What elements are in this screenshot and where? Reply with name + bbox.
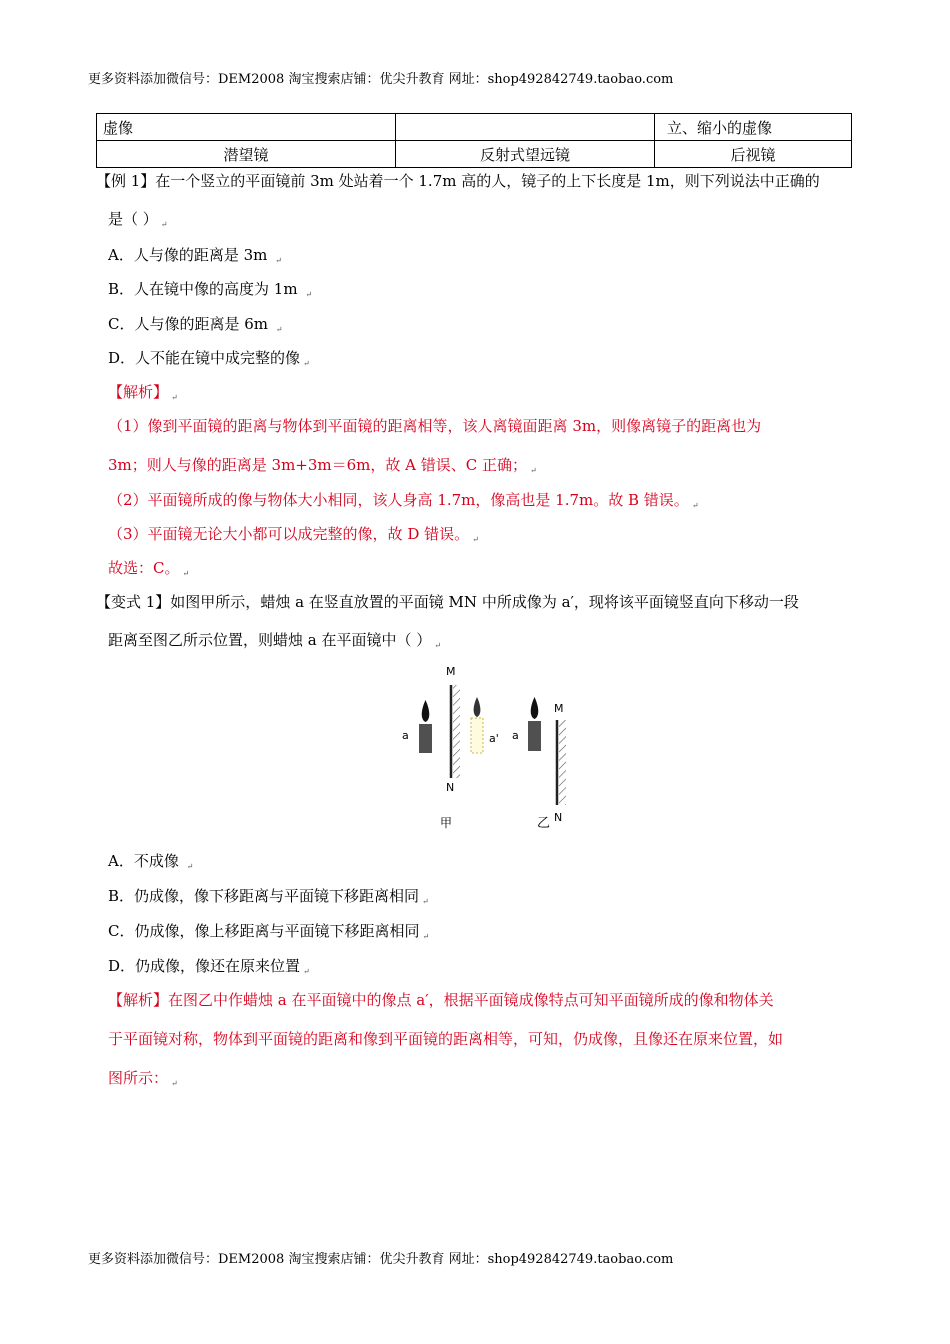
example1-option-b: B．人在镜中像的高度为 1m $_↵$ [108,280,313,299]
label-n: N [446,781,455,794]
example1-analysis-1: （1）像到平面镜的距离与物体到平面镜的距离相等，该人离镜面距离 3m，则像离镜子的距离也为 [108,417,762,435]
flame-icon [531,697,539,719]
example1-analysis-3: （2）平面镜所成的像与物体大小相同，该人身高 1.7m，像高也是 1.7m。故 B 错误。 $_↵$ [108,491,699,510]
page-header: 更多资料添加微信号：DEM2008 淘宝搜索店铺：优尖升教育 网址：shop492842749.taobao.com [88,72,674,87]
example1-option-d: D．人不能在镜中成完整的像 $_↵$ [108,349,310,368]
mirror-hatch [453,685,460,778]
candle-a [528,721,541,751]
example1-answer: 故选：C。 $_↵$ [108,559,190,578]
candle-a [419,724,432,753]
table-cell: 虚像 [97,114,396,141]
page-footer: 更多资料添加微信号：DEM2008 淘宝搜索店铺：优尖升教育 网址：shop492842749.taobao.com [88,1252,674,1267]
label-m: M [446,665,456,678]
virtual-candle [471,718,483,753]
label-a: a [402,729,409,742]
caption-jia: 甲 [440,816,453,830]
table-cell: 潜望镜 [97,141,396,168]
table-cell: 后视镜 [655,141,852,168]
example1-analysis-2: 3m；则人与像的距离是 3m+3m＝6m，故 A 错误、C 正确； $_↵$ [108,456,537,475]
label-n: N [554,811,563,824]
variant1-analysis-1: 【解析】在图乙中作蜡烛 a 在平面镜中的像点 a′，根据平面镜成像特点可知平面镜所成的像和物体关 [108,991,774,1009]
mirror-figure [396,660,582,836]
variant1-option-a: A．不成像 $_↵$ [108,852,194,871]
label-a-prime: a' [489,732,499,745]
table-row [97,141,852,168]
example1-question-cont: 是（ ） $_↵$ [108,210,168,229]
variant1-question: 【变式 1】如图甲所示，蜡烛 a 在竖直放置的平面镜 MN 中所成像为 a′，现将该平面镜竖直向下移动一段 [96,593,799,611]
variant1-analysis-3: 图所示： $_↵$ [108,1069,178,1088]
table-row [97,114,852,141]
example1-analysis-4: （3）平面镜无论大小都可以成完整的像，故 D 错误。 $_↵$ [108,525,479,544]
example1-option-c: C．人与像的距离是 6m $_↵$ [108,315,283,334]
label-m: M [554,702,564,715]
table-cell: 立、缩小的虚像 [655,114,852,141]
table-cell: 反射式望远镜 [396,141,655,168]
variant1-option-b: B．仍成像，像下移距离与平面镜下移距离相同 $_↵$ [108,887,429,906]
label-a: a [512,729,519,742]
example1-analysis-title: 【解析】 $_↵$ [108,383,178,402]
example1-question: 【例 1】在一个竖立的平面镜前 3m 处站着一个 1.7m 高的人，镜子的上下长度是 1m，则下列说法中正确的 [96,172,820,190]
variant1-analysis-2: 于平面镜对称，物体到平面镜的距离和像到平面镜的距离相等，可知，仍成像，且像还在原来位置，如 [108,1030,784,1048]
mirror-table [96,113,852,168]
variant1-option-d: D．仍成像，像还在原来位置 $_↵$ [108,957,310,976]
variant1-question-cont: 距离至图乙所示位置，则蜡烛 a 在平面镜中（ ） $_↵$ [108,631,441,650]
flame-icon [474,697,481,717]
flame-icon [422,700,430,722]
table-cell [396,114,655,141]
variant1-option-c: C．仍成像，像上移距离与平面镜下移距离相同 $_↵$ [108,922,430,941]
example1-option-a: A．人与像的距离是 3m $_↵$ [108,246,282,265]
mirror-hatch [559,720,566,805]
caption-yi: 乙 [537,816,551,831]
